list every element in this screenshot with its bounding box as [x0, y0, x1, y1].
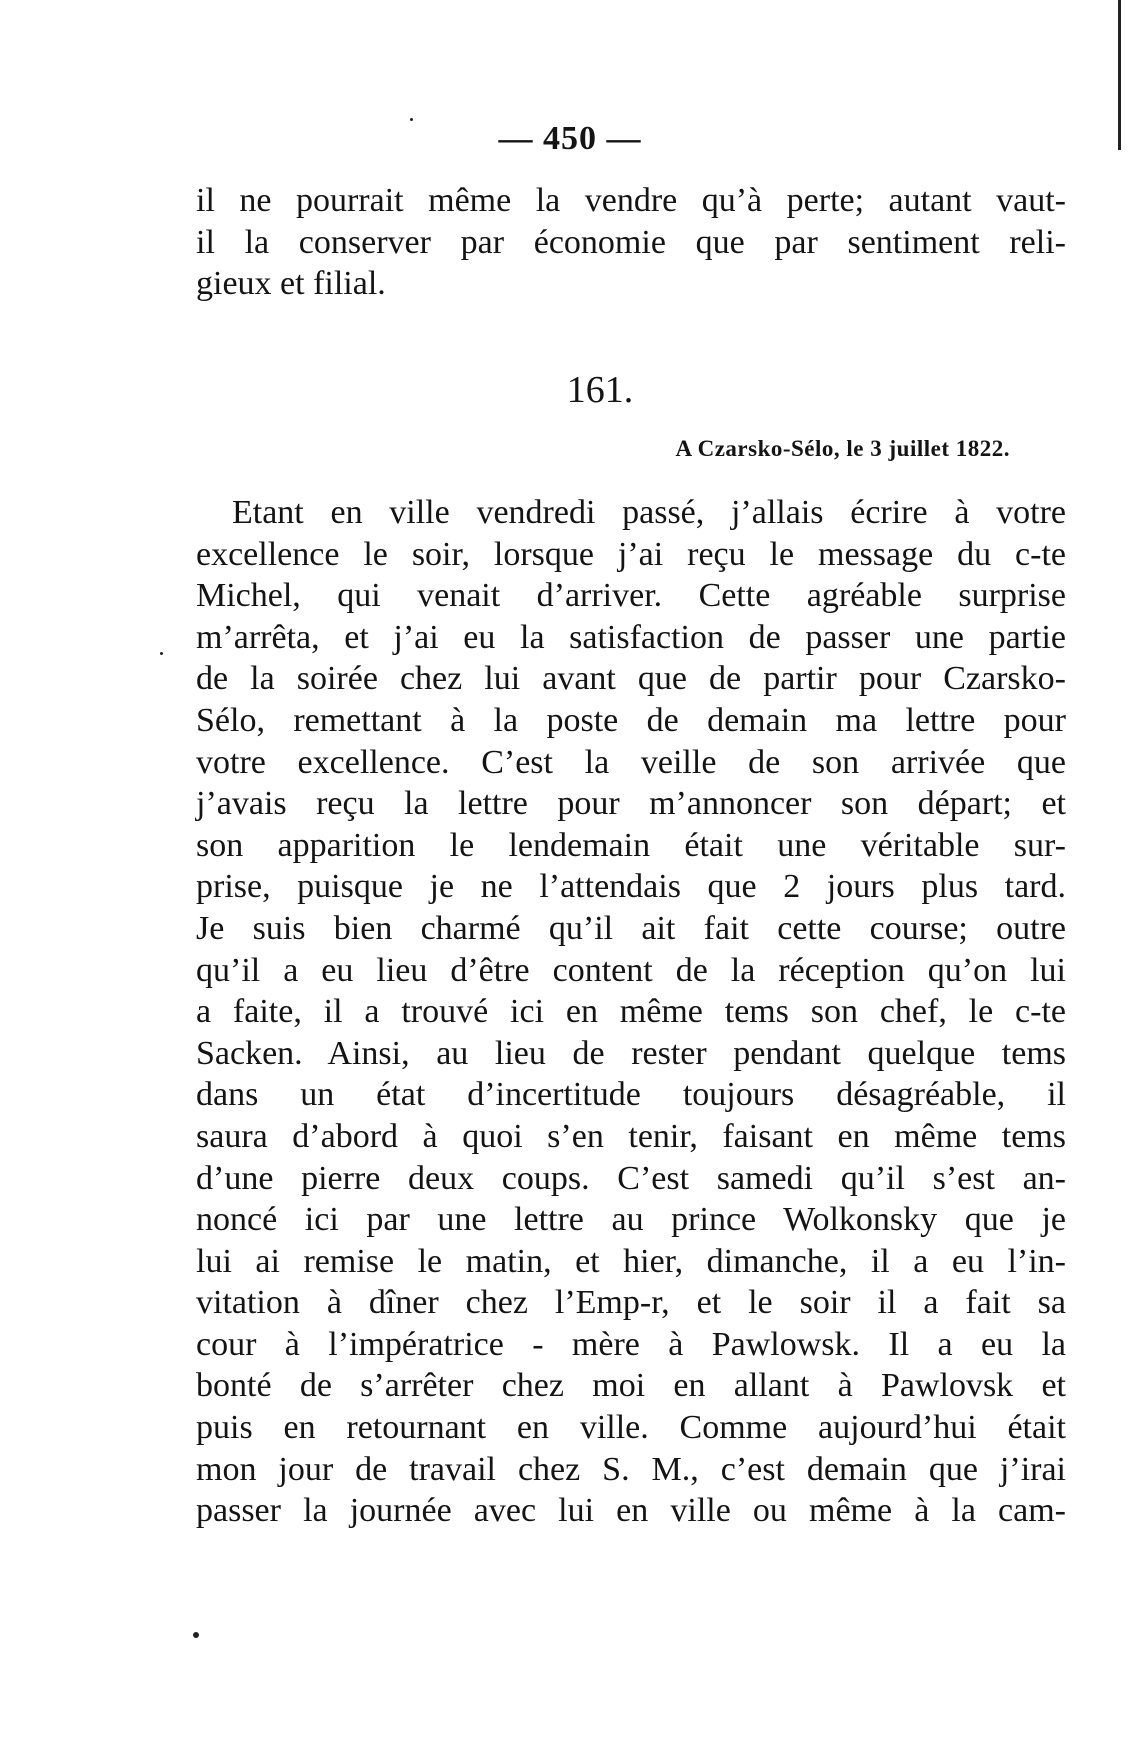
text-line: m’arrêta, et j’ai eu la satisfaction de passer une partie — [196, 618, 1066, 656]
text-line: Michel, qui venait d’arriver. Cette agréable surprise — [196, 577, 1066, 615]
text-line: prise, puisque je ne l’attendais que 2 jours plus tard. — [196, 868, 1066, 906]
letter-body — [196, 492, 1066, 1532]
text-line: dans un état d’incertitude toujours désagréable, il — [196, 1076, 1066, 1114]
ink-speck — [160, 652, 163, 655]
text-line: qu’il a eu lieu d’être content de la réception qu’on lui — [196, 951, 1066, 989]
ink-speck — [193, 1632, 199, 1638]
text-line: d’une pierre deux coups. C’est samedi qu’il s’est an- — [196, 1159, 1066, 1197]
text-line: gieux et filial. — [196, 265, 386, 303]
text-line: votre excellence. C’est la veille de son arrivée que — [196, 743, 1066, 781]
text-line: bonté de s’arrêter chez moi en allant à Pawlovsk et — [196, 1367, 1066, 1405]
text-line: cour à l’impératrice - mère à Pawlowsk. Il a eu la — [196, 1325, 1066, 1363]
text-line: son apparition le lendemain était une véritable sur- — [196, 826, 1066, 864]
page-number: — 450 — — [498, 120, 642, 157]
letter-dateline: A Czarsko-Sélo, le 3 juillet 1822. — [675, 436, 1010, 461]
text-line: lui ai remise le matin, et hier, dimanche, il a eu l’in- — [196, 1242, 1066, 1280]
text-line: Sélo, remettant à la poste de demain ma lettre pour — [196, 701, 1066, 739]
text-line: il ne pourrait même la vendre qu’à perte; autant vaut- — [196, 182, 1066, 219]
text-line: Je suis bien charmé qu’il ait fait cette course; outre — [196, 909, 1066, 947]
text-line: passer la journée avec lui en ville ou même à la cam- — [196, 1492, 1066, 1530]
text-line: excellence le soir, lorsque j’ai reçu le message du c-te — [196, 535, 1066, 573]
text-line: vitation à dîner chez l’Emp-r, et le soir il a fait sa — [196, 1284, 1066, 1322]
letter-number: 161. — [566, 369, 634, 411]
text-line: puis en retournant en ville. Comme aujourd’hui était — [196, 1409, 1066, 1447]
text-line: a faite, il a trouvé ici en même tems son chef, le c-te — [196, 993, 1066, 1031]
text-line: saura d’abord à quoi s’en tenir, faisant en même tems — [196, 1117, 1066, 1155]
continuation-paragraph — [196, 180, 1066, 305]
text-line: Sacken. Ainsi, au lieu de rester pendant quelque tems — [196, 1034, 1066, 1072]
text-line: mon jour de travail chez S. M., c’est demain que j’irai — [196, 1450, 1066, 1488]
text-line: j’avais reçu la lettre pour m’annoncer son départ; et — [196, 785, 1066, 823]
text-line: il la conserver par économie que par sentiment reli- — [196, 223, 1066, 261]
ink-speck — [410, 118, 413, 121]
text-line: de la soirée chez lui avant que de partir pour Czarsko- — [196, 660, 1066, 698]
text-line: noncé ici par une lettre au prince Wolkonsky que je — [196, 1201, 1066, 1239]
text-line: Etant en ville vendredi passé, j’allais écrire à votre — [232, 494, 1066, 531]
